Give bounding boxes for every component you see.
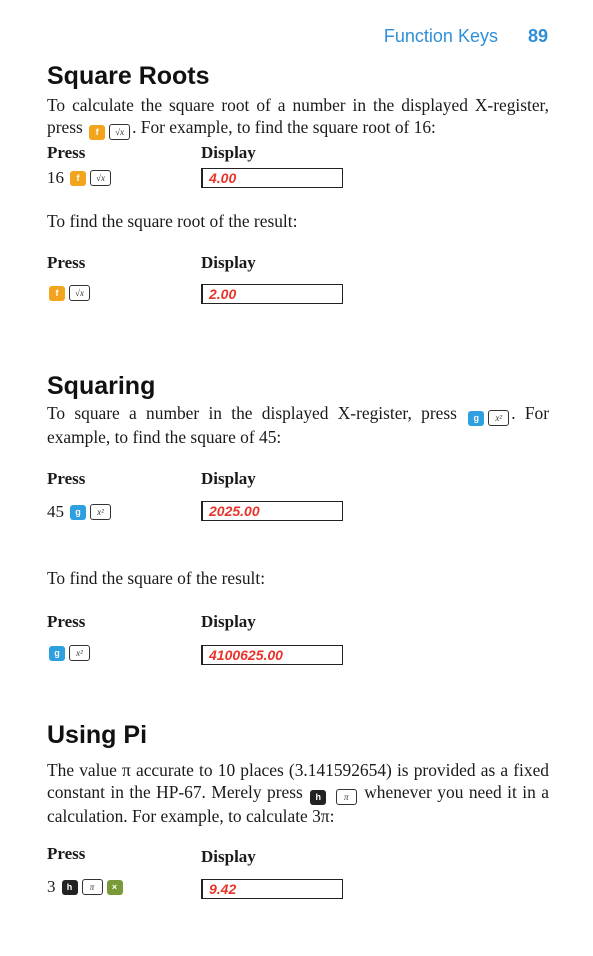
running-header xyxy=(384,26,548,47)
squaring-intro: To square a number in the displayed X-register, press g x² . For example, to find the square of 45: xyxy=(47,403,549,447)
using-pi-heading: Using Pi xyxy=(47,721,148,749)
multiply-key-icon: × xyxy=(107,880,123,895)
keystroke-row xyxy=(47,285,92,301)
pi-key-icon: π xyxy=(82,879,103,895)
square-key-icon: x² xyxy=(90,504,111,520)
f-key-icon: f xyxy=(70,171,86,186)
pi-key-icon: π xyxy=(336,789,357,805)
keystroke-row xyxy=(47,645,92,661)
press-label: Press xyxy=(47,844,86,863)
calculator-display: 9.42 xyxy=(201,879,343,899)
f-key-icon: f xyxy=(49,286,65,301)
square-roots-intro: To calculate the square root of a number in the displayed X-register, press f √x . For example, to find the square root of 16: xyxy=(47,94,549,140)
sqrt-key-icon: √x xyxy=(109,124,130,140)
display-label: Display xyxy=(201,847,256,866)
calculator-display: 2025.00 xyxy=(201,501,343,521)
h-key-icon: h xyxy=(310,790,326,805)
square-key-icon: x² xyxy=(69,645,90,661)
page-number: 89 xyxy=(527,26,548,46)
calculator-display: 2.00 xyxy=(201,284,343,304)
keystroke-row: 45 g x² xyxy=(47,502,113,522)
g-key-icon: g xyxy=(468,411,484,426)
using-pi-intro: The value π accurate to 10 places (3.141592654) is provided as a fixed constant in the HP-67. Merely press h π whenever you need it in a calculation. For example, to calculate 3π: xyxy=(47,760,550,826)
g-key-icon: g xyxy=(49,646,65,661)
squaring-heading: Squaring xyxy=(47,372,156,400)
keystroke-row: 3 h π × xyxy=(47,877,125,897)
press-label: Press xyxy=(47,612,86,631)
display-label: Display xyxy=(201,469,256,488)
calculator-display: 4100625.00 xyxy=(201,645,343,665)
h-key-icon: h xyxy=(62,880,78,895)
display-label: Display xyxy=(201,253,256,272)
press-label: Press xyxy=(47,253,86,272)
sqrt-key-icon: √x xyxy=(69,285,90,301)
header-section: Function Keys xyxy=(383,26,498,46)
square-roots-heading: Square Roots xyxy=(47,62,210,90)
display-label: Display xyxy=(201,612,256,631)
calculator-display: 4.00 xyxy=(201,168,343,188)
square-roots-followup: To find the square root of the result: xyxy=(47,211,298,231)
display-label: Display xyxy=(201,143,256,162)
sqrt-key-icon: √x xyxy=(90,170,111,186)
square-key-icon: x² xyxy=(488,410,509,426)
g-key-icon: g xyxy=(70,505,86,520)
keystroke-row: 16 f √x xyxy=(47,168,113,188)
f-key-icon: f xyxy=(89,125,105,140)
squaring-followup: To find the square of the result: xyxy=(47,568,266,588)
press-label: Press xyxy=(47,469,86,488)
press-label: Press xyxy=(47,143,86,162)
